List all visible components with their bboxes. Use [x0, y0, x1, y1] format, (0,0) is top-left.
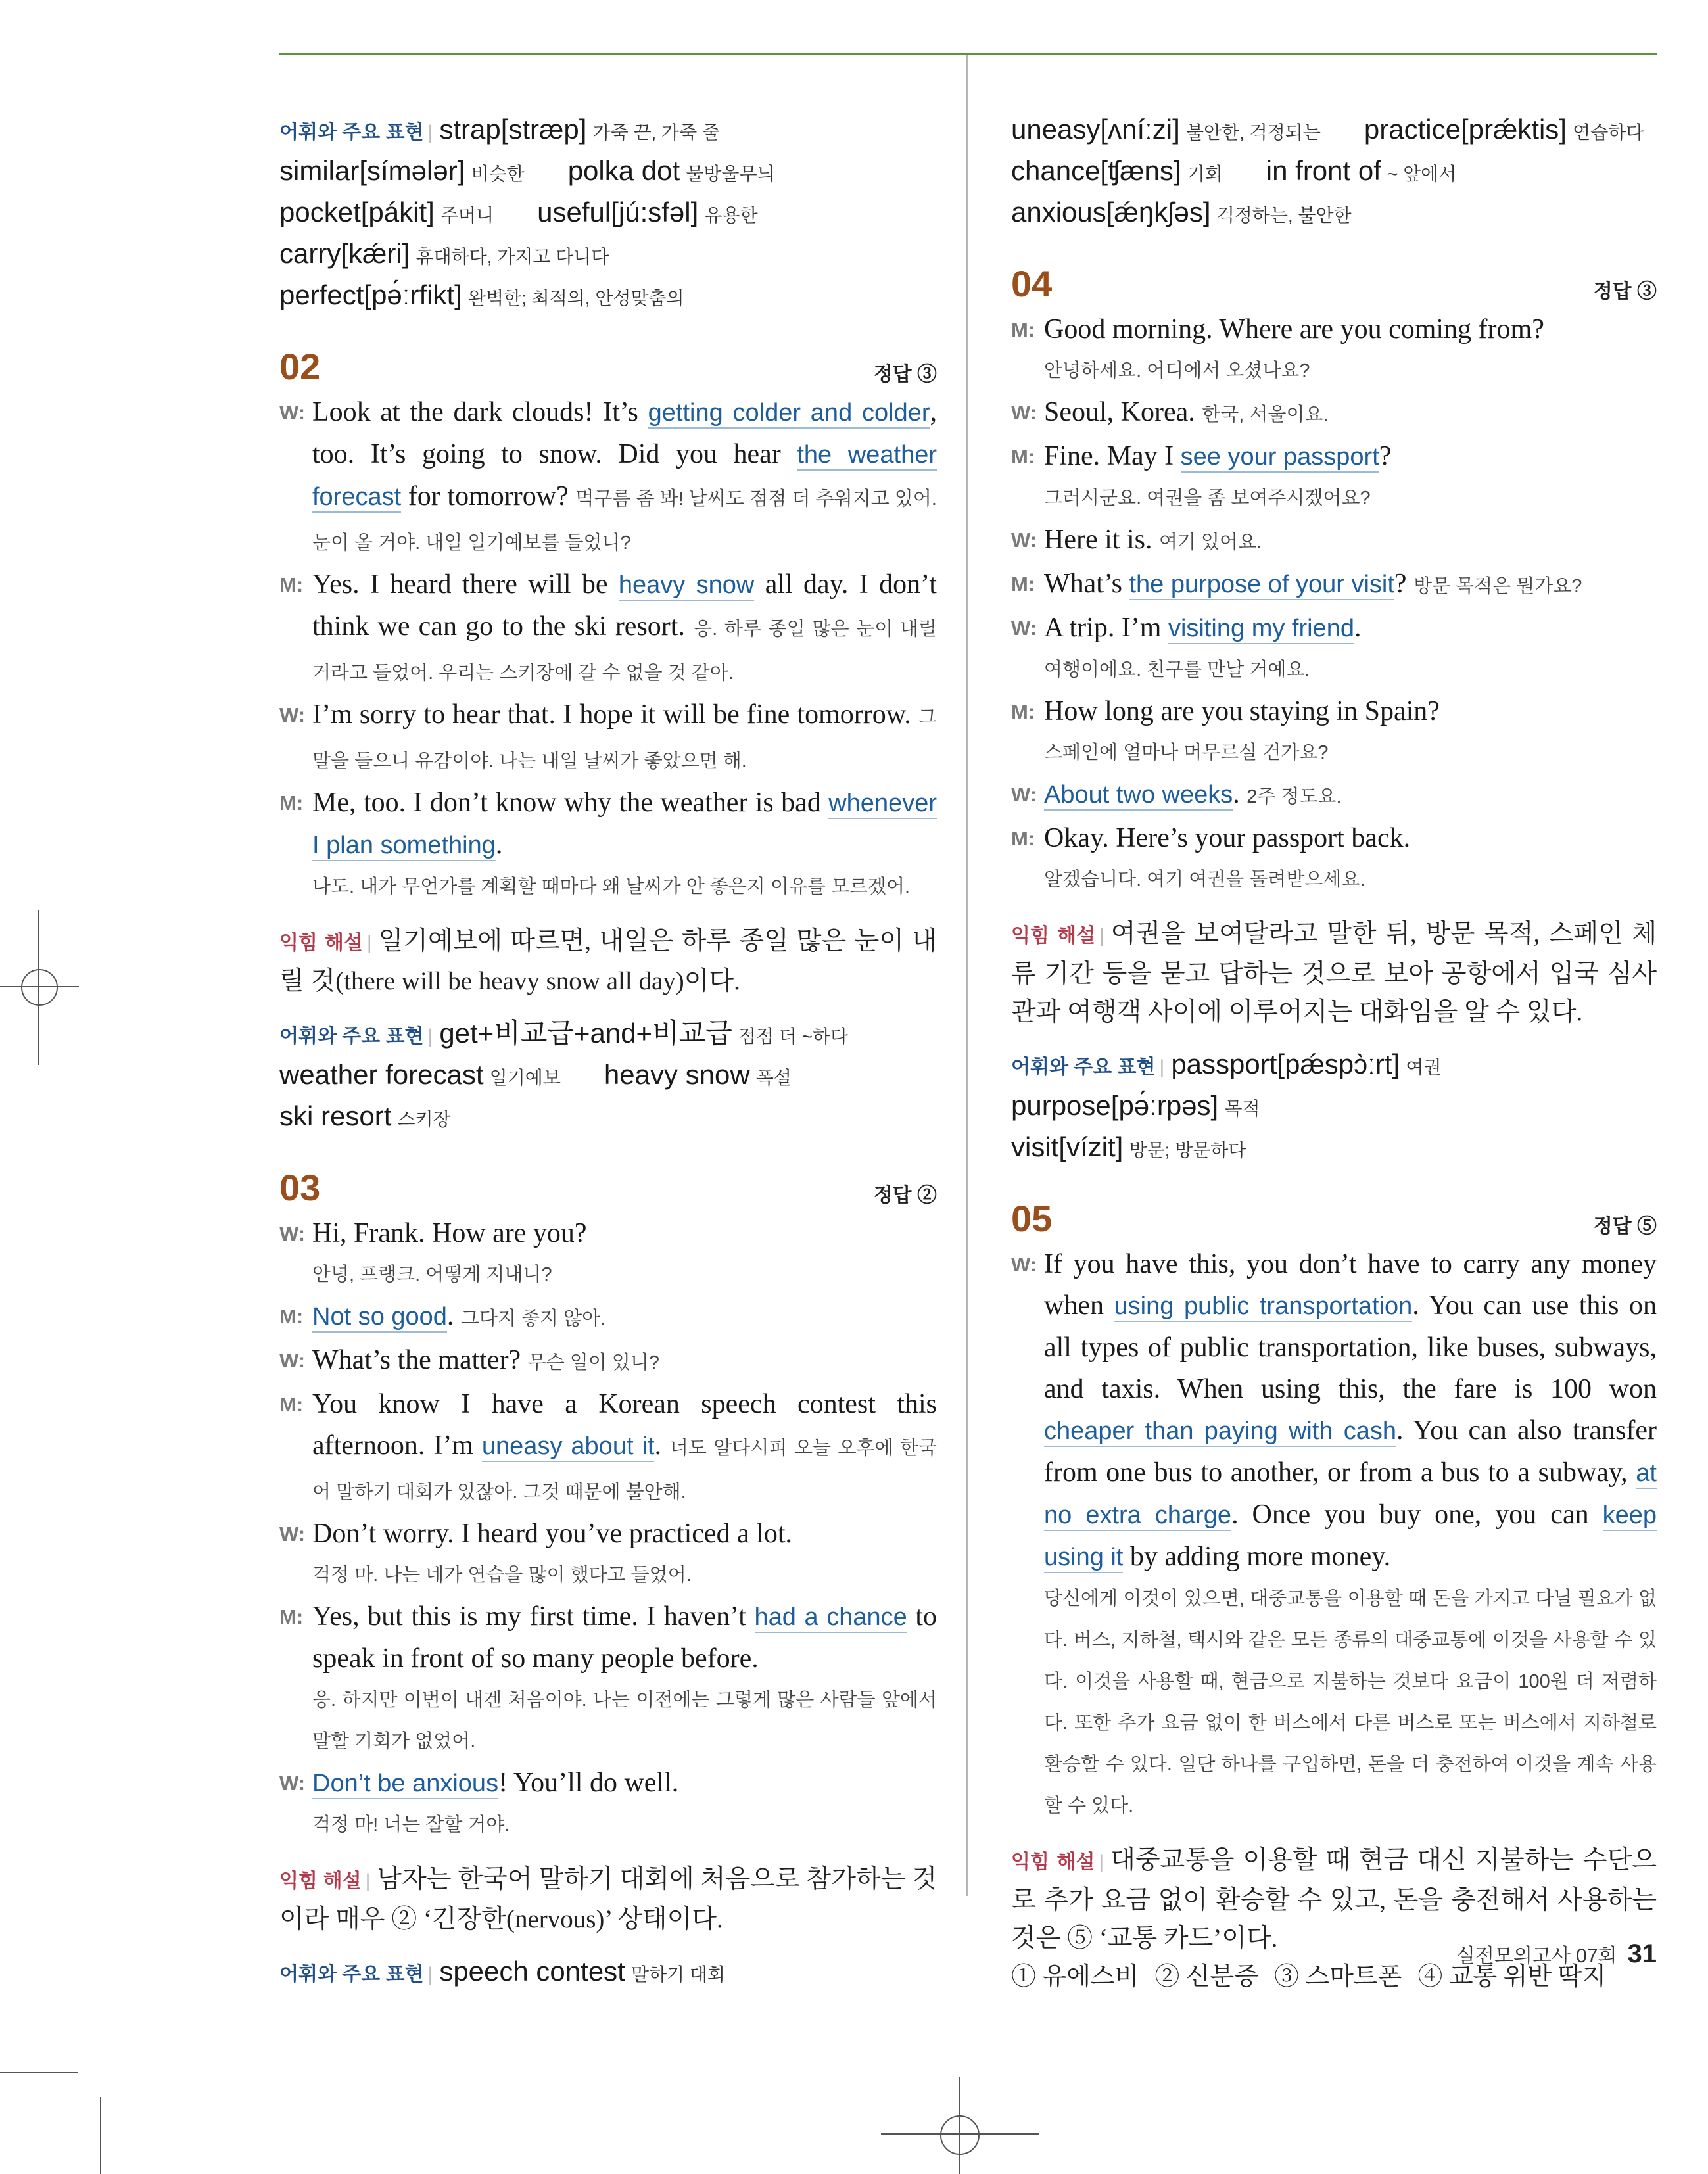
explanation: 익힘 해설 | 일기예보에 따르면, 내일은 하루 종일 많은 눈이 내릴 것(there will be heavy snow all day)이다. [279, 927, 937, 995]
vocab-meaning: 물방울무늬 [686, 164, 775, 184]
option: ④ 교통 위반 딱지 [1417, 1963, 1607, 1991]
dialogue-turn [1011, 691, 1657, 774]
explanation: 익힘 해설 | 여권을 보여달라고 말한 뒤, 방문 목적, 스페인 체류 기간 등을 묻고 답하는 것으로 보아 공항에서 입국 심사관과 여행객 사이에 이루어지는 대화임을 알 수 있다. [1011, 920, 1657, 1026]
translation: 여기 있어요. [1158, 532, 1262, 553]
translation: 나도. 내가 무언가를 계획할 때마다 왜 날씨가 안 좋은지 이유를 모르겠어. [312, 876, 911, 897]
translation: 무슨 일이 있니? [527, 1352, 660, 1373]
vocab-term: carry[kǽri] [279, 238, 410, 269]
speaker-label: M: [279, 573, 304, 596]
translation: 응. 하루 종일 많은 눈이 내릴 거라고 들었어. 우리는 스키장에 갈 수 없을 것 같아. [312, 619, 937, 684]
speaker-label: M: [1011, 573, 1035, 596]
option: ① 유에스비 [1011, 1963, 1139, 1991]
dictation-answer: using public transportation [1114, 1292, 1413, 1322]
utterance: Here it is. 여기 있어요. [1044, 525, 1262, 555]
speaker-label: M: [279, 1393, 304, 1416]
vocab-meaning: 목적 [1224, 1099, 1260, 1119]
utterance: Not so good. 그다지 좋지 않아. [312, 1301, 606, 1331]
dialogue-turn [279, 1762, 937, 1846]
dialogue-turn [279, 1596, 937, 1762]
translation: 스페인에 얼마나 머무르실 건가요? [1044, 742, 1329, 763]
utterance: If you have this, you don’t have to carry any money when using public transportation. You can use this on all types of public transportation, like buses, subways, and taxis. When using this, the fare is 100 won cheaper than paying with cash. You can also transfer from one bus to another, or from a bus to a subway, at no extra charge. Once you buy one, you can keep using it by adding more money. [1044, 1249, 1657, 1572]
translation: 알겠습니다. 여기 여권을 돌려받으세요. [1044, 869, 1365, 890]
vocab-meaning: 말하기 대회 [631, 1964, 726, 1985]
answer-key: 정답 ③ [873, 364, 937, 385]
translation: 한국, 서울이요. [1202, 404, 1329, 425]
dictation-answer: whenever I plan something [312, 790, 937, 861]
vocab-term: strap[stræp] [439, 114, 587, 145]
vocab-meaning: 폭설 [755, 1068, 792, 1088]
option: ③ 스마트폰 [1273, 1963, 1402, 1991]
question-number: 03 [279, 1167, 321, 1208]
utterance: What’s the purpose of your visit? 방문 목적은 뭔가요? [1044, 569, 1582, 599]
left-column [279, 108, 937, 1992]
vocab-term: anxious[ǽŋkʃəs] [1011, 197, 1211, 227]
utterance: Don’t worry. I heard you’ve practiced a lot. [312, 1519, 793, 1549]
right-column [1011, 108, 1657, 1996]
utterance: Fine. May I see your passport? [1044, 441, 1392, 471]
translation: 걱정 마. 나는 네가 연습을 많이 했다고 들었어. [312, 1565, 692, 1586]
top-rule [279, 53, 1657, 55]
crop-mark [0, 2072, 78, 2073]
dictation-answer: Don’t be anxious [312, 1770, 498, 1799]
vocab-term: useful[jú:sfəl] [537, 197, 699, 227]
dialogue-turn [279, 392, 937, 564]
utterance: You know I have a Korean speech contest this afternoon. I’m uneasy about it. 너도 알다시피 오늘 오후에 한국어 말하기 대회가 있잖아. 그것 때문에 불안해. [312, 1389, 937, 1503]
dialogue-turn [279, 1513, 937, 1596]
speaker-label: W: [279, 1523, 306, 1546]
dialogue [1011, 309, 1657, 901]
question-number: 05 [1011, 1198, 1053, 1239]
utterance: What’s the matter? 무슨 일이 있니? [312, 1345, 660, 1375]
translation: 그러시군요. 여권을 좀 보여주시겠어요? [1044, 488, 1371, 509]
vocab-block: 어휘와 주요 표현 | speech contest 말하기 대회 [279, 1956, 726, 1987]
vocab-meaning: 스키장 [397, 1109, 451, 1129]
question-04 [1011, 264, 1657, 1168]
dialogue-turn [279, 1296, 937, 1340]
vocab-term: purpose[pə́ːrpəs] [1011, 1090, 1219, 1121]
translation: 응. 하지만 이번이 내겐 처음이야. 나는 이전에는 그렇게 많은 사람들 앞에서 말할 기회가 없었어. [312, 1690, 937, 1752]
dialogue-turn [1011, 309, 1657, 392]
footer-title: 실전모의고사 07회 [1456, 1945, 1617, 1967]
translation: 그다지 좋지 않아. [460, 1308, 606, 1329]
dictation-answer: at no extra charge [1044, 1459, 1657, 1531]
speaker-label: M: [279, 1305, 304, 1328]
vocab-meaning: 방문; 방문하다 [1129, 1140, 1246, 1160]
dictation-answer: cheaper than paying with cash [1044, 1417, 1396, 1447]
vocab-term: perfect[pə́ːrfikt] [279, 279, 462, 310]
dictation-answer: uneasy about it [482, 1432, 655, 1462]
dictation-answer: keep using it [1044, 1501, 1657, 1573]
translation: 먹구름 좀 봐! 날씨도 점점 더 추워지고 있어. 눈이 올 거야. 내일 일기예보를 들었니? [312, 488, 937, 554]
translation: 너도 알다시피 오늘 오후에 한국어 말하기 대회가 있잖아. 그것 때문에 불안해. [312, 1438, 937, 1503]
question-02 [279, 347, 937, 1137]
translation: 2주 정도요. [1246, 786, 1342, 807]
vocab-term: visit[vízit] [1011, 1131, 1124, 1162]
utterance: About two weeks. 2주 정도요. [1044, 779, 1342, 809]
page-number: 31 [1627, 1939, 1657, 1968]
answer-key: 정답 ③ [1593, 281, 1657, 302]
utterance: Don’t be anxious! You’ll do well. [312, 1768, 679, 1798]
speaker-label: W: [279, 703, 306, 726]
question-number: 04 [1011, 263, 1053, 304]
dictation-answer: Not so good [312, 1303, 447, 1333]
explanation: 익힘 해설 | 남자는 한국어 말하기 대회에 처음으로 참가하는 것이라 매우 ② ‘긴장한(nervous)’ 상태이다. [279, 1865, 937, 1933]
speaker-label: M: [1011, 445, 1035, 468]
vocab-meaning: 유용한 [704, 205, 758, 225]
vocab-meaning: 휴대하다, 가지고 다니다 [415, 247, 609, 267]
dialogue-turn [1011, 774, 1657, 818]
utterance: Yes. I heard there will be heavy snow all day. I don’t think we can go to the ski resort. 응. 하루 종일 많은 눈이 내릴 거라고 들었어. 우리는 스키장에 갈 수 없을 것 같아. [312, 569, 937, 684]
vocab-meaning: 가죽 끈, 가죽 줄 [592, 122, 720, 143]
utterance: Me, too. I don’t know why the weather is bad whenever I plan something. [312, 788, 937, 860]
question-03 [279, 1168, 937, 1992]
translation: 여행이에요. 친구를 만날 거예요. [1044, 659, 1310, 680]
speaker-label: W: [279, 401, 306, 424]
answer-key: 정답 ② [873, 1185, 937, 1206]
dialogue-turn [1011, 436, 1657, 519]
vocab-term: polka dot [567, 155, 680, 186]
dialogue [279, 392, 937, 908]
explanation: 익힘 해설 | 대중교통을 이용할 때 현금 대신 지불하는 수단으로 추가 요금 없이 환승할 수 있고, 돈을 충전해서 사용하는 것은 ⑤ ‘교통 카드’이다. [1011, 1846, 1657, 1952]
dictation-answer: About two weeks [1044, 781, 1233, 811]
vocab-block: 어휘와 주요 표현 | get+비교급+and+비교급 점점 더 ~하다 weather forecast 일기예보 heavy snow 폭설 ski resort 스키장 [279, 1018, 849, 1131]
vocab-term: get+비교급+and+비교급 [439, 1018, 732, 1049]
speaker-label: M: [279, 792, 304, 815]
crop-mark [100, 2097, 101, 2174]
question-number: 02 [279, 346, 321, 387]
utterance: Seoul, Korea. 한국, 서울이요. [1044, 397, 1329, 427]
column-divider [966, 55, 968, 1896]
vocab-meaning: ~ 앞에서 [1387, 164, 1457, 184]
dialogue-turn [1011, 1244, 1657, 1827]
vocab-term: heavy snow [604, 1059, 750, 1090]
speaker-label: M: [1011, 827, 1035, 850]
translation: 그 말을 들으니 유감이야. 나는 내일 날씨가 좋았으면 해. [312, 707, 937, 772]
vocab-block: 어휘와 주요 표현 | passport[pǽspɔ̀ːrt] 여권 purpose[pə́ːrpəs] 목적 visit[vízit] 방문; 방문하다 [1011, 1049, 1442, 1162]
page-footer [1440, 1939, 1657, 1969]
q03-vocab-continued [1011, 108, 1657, 233]
dialogue [279, 1213, 937, 1846]
speaker-label: W: [279, 1222, 306, 1245]
vocab-term: uneasy[ʌníːzi] [1011, 114, 1180, 145]
translation: 안녕, 프랭크. 어떻게 지내니? [312, 1264, 552, 1285]
vocab-term: speech contest [439, 1956, 625, 1987]
speaker-label: M: [1011, 700, 1035, 723]
vocab-label: 어휘와 주요 표현 | [279, 122, 433, 143]
speaker-label: W: [1011, 617, 1037, 640]
dialogue-turn [1011, 392, 1657, 436]
vocab-meaning: 비슷한 [471, 164, 525, 184]
dictation-answer: visiting my friend [1168, 615, 1354, 644]
vocab-term: in front of [1266, 155, 1381, 186]
vocab-term: pocket[pákit] [279, 197, 435, 227]
monologue [1011, 1244, 1657, 1827]
utterance: Yes, but this is my first time. I haven’t had a chance to speak in front of so many people before. [312, 1601, 937, 1674]
vocab-meaning: 불안한, 걱정되는 [1185, 122, 1321, 143]
option: ② 신분증 [1154, 1963, 1258, 1991]
registration-circle [940, 2115, 980, 2155]
vocab-term: weather forecast [279, 1059, 484, 1090]
vocab-meaning: 연습하다 [1573, 122, 1644, 143]
vocab-meaning: 기회 [1187, 164, 1223, 184]
vocab-meaning: 주머니 [440, 205, 494, 225]
vocab-term: passport[pǽspɔ̀ːrt] [1171, 1049, 1400, 1079]
speaker-label: W: [279, 1349, 306, 1372]
answer-key: 정답 ⑤ [1593, 1216, 1657, 1237]
vocab-term: similar[símələr] [279, 155, 465, 186]
utterance: Hi, Frank. How are you? [312, 1218, 587, 1248]
dictation-answer: heavy snow [619, 571, 755, 601]
translation: 방문 목적은 뭔가요? [1413, 576, 1582, 597]
question-05 [1011, 1199, 1657, 1996]
utterance: A trip. I’m visiting my friend. [1044, 613, 1362, 643]
q01-vocab-block [279, 108, 937, 316]
vocab-term: chance[ʧæns] [1011, 155, 1181, 186]
translation: 걱정 마! 너는 잘할 거야. [312, 1814, 510, 1835]
dialogue-turn [279, 782, 937, 908]
vocab-meaning: 점점 더 ~하다 [738, 1026, 849, 1047]
dictation-answer: the purpose of your visit [1129, 571, 1394, 600]
speaker-label: M: [1011, 318, 1035, 341]
dialogue-turn [1011, 818, 1657, 901]
speaker-label: W: [1011, 1253, 1037, 1276]
speaker-label: W: [1011, 783, 1037, 806]
registration-circle [21, 969, 58, 1006]
translation: 당신에게 이것이 있으면, 대중교통을 이용할 때 돈을 가지고 다닐 필요가 없다. 버스, 지하철, 택시와 같은 모든 종류의 대중교통에 이것을 사용할 수 있다. 이것을 사용할 때, 현금으로 지불하는 것보다 요금이 100원 더 저렴하다. 또한 추가 요금 없이 한 버스에서 다른 버스로 또는 버스에서 지하철로 환승할 수 있다. 일단 하나를 구입하면, 돈을 더 충전하여 이것을 계속 사용할 수 있다. [1044, 1588, 1657, 1816]
dictation-answer: had a chance [755, 1603, 907, 1633]
vocab-meaning: 걱정하는, 불안한 [1216, 205, 1352, 225]
dialogue-turn [279, 1340, 937, 1384]
vocab-meaning: 여권 [1406, 1057, 1442, 1077]
dictation-answer: getting colder and colder [648, 399, 930, 429]
dictation-answer: the weather forecast [312, 441, 937, 513]
speaker-label: W: [279, 1772, 306, 1795]
utterance: Look at the dark clouds! It’s getting colder and colder, too. It’s going to snow. Did you hear the weather forecast for tomorrow? 먹구름 좀 봐! 날씨도 점점 더 추워지고 있어. 눈이 올 거야. 내일 일기예보를 들었니? [312, 397, 937, 554]
dialogue-turn [279, 1384, 937, 1513]
utterance: How long are you staying in Spain? [1044, 696, 1440, 726]
dialogue-turn [1011, 607, 1657, 691]
speaker-label: M: [279, 1605, 304, 1628]
dictation-answer: see your passport [1181, 443, 1379, 473]
vocab-meaning: 완벽한; 최적의, 안성맞춤의 [467, 288, 684, 308]
dialogue-turn [1011, 519, 1657, 563]
vocab-term: practice[prǽktis] [1364, 114, 1567, 145]
speaker-label: W: [1011, 529, 1037, 552]
utterance: Good morning. Where are you coming from? [1044, 314, 1544, 344]
utterance: Okay. Here’s your passport back. [1044, 823, 1411, 853]
dialogue-turn [279, 1213, 937, 1296]
vocab-term: ski resort [279, 1100, 392, 1131]
translation: 안녕하세요. 어디에서 오셨나요? [1044, 360, 1310, 381]
utterance: I’m sorry to hear that. I hope it will be fine tomorrow. 그 말을 들으니 유감이야. 나는 내일 날씨가 좋았으면 해. [312, 699, 937, 772]
speaker-label: W: [1011, 401, 1037, 424]
dialogue-turn [279, 694, 937, 782]
dialogue-turn [1011, 563, 1657, 607]
dialogue-turn [279, 564, 937, 694]
vocab-meaning: 일기예보 [489, 1068, 561, 1088]
